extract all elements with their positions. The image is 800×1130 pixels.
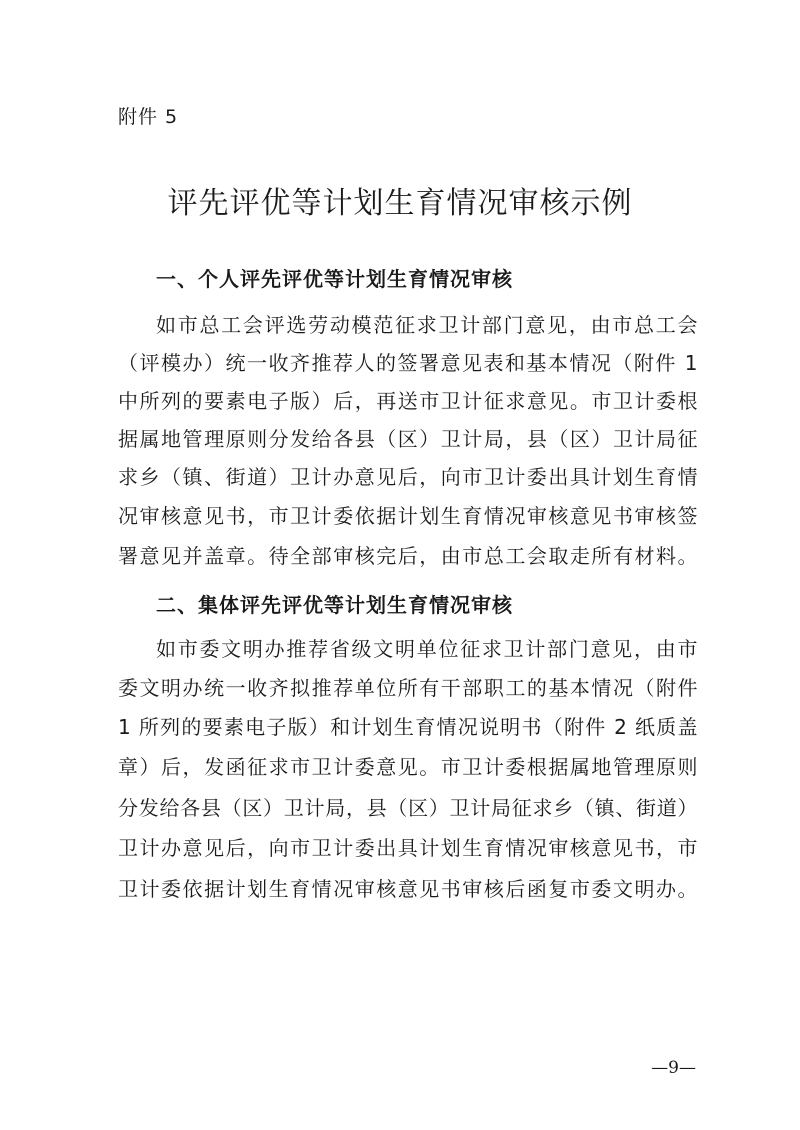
section1-heading: 一、个人评先评优等计划生育情况审核 (156, 267, 513, 291)
section2-line: 分发给各县（区）卫计局，县（区）卫计局征求乡（镇、街道） (118, 796, 698, 820)
document-title: 评先评优等计划生育情况审核示例 (167, 186, 633, 221)
section2-line: 委文明办统一收齐拟推荐单位所有干部职工的基本情况（附件 (118, 676, 698, 700)
section1-line: 况审核意见书，市卫计委依据计划生育情况审核意见书审核签 (118, 504, 698, 528)
section2-line: 卫计办意见后，向市卫计委出具计划生育情况审核意见书，市 (118, 836, 698, 860)
attachment-label: 附件 5 (118, 106, 179, 128)
section2-line: 卫计委依据计划生育情况审核意见书审核后函复市委文明办。 (118, 877, 698, 901)
section1-line: （评模办）统一收齐推荐人的签署意见表和基本情况（附件 1 (118, 351, 698, 375)
section1-line: 署意见并盖章。待全部审核完后，由市总工会取走所有材料。 (118, 544, 698, 568)
section1-line: 据属地管理原则分发给各县（区）卫计局，县（区）卫计局征 (118, 427, 698, 451)
section1-line: 如市总工会评选劳动模范征求卫计部门意见，由市总工会 (156, 313, 698, 337)
section1-line: 求乡（镇、街道）卫计办意见后，向市卫计委出具计划生育情 (118, 465, 698, 489)
section2-line: 章）后，发函征求市卫计委意见。市卫计委根据属地管理原则 (118, 755, 698, 779)
section2-line: 1 所列的要素电子版）和计划生育情况说明书（附件 2 纸质盖 (118, 715, 698, 739)
section1-line: 中所列的要素电子版）后，再送市卫计征求意见。市卫计委根 (118, 389, 698, 413)
section2-line: 如市委文明办推荐省级文明单位征求卫计部门意见，由市 (156, 637, 698, 661)
section2-heading: 二、集体评先评优等计划生育情况审核 (156, 593, 513, 617)
page-number: —9— (651, 1058, 696, 1078)
